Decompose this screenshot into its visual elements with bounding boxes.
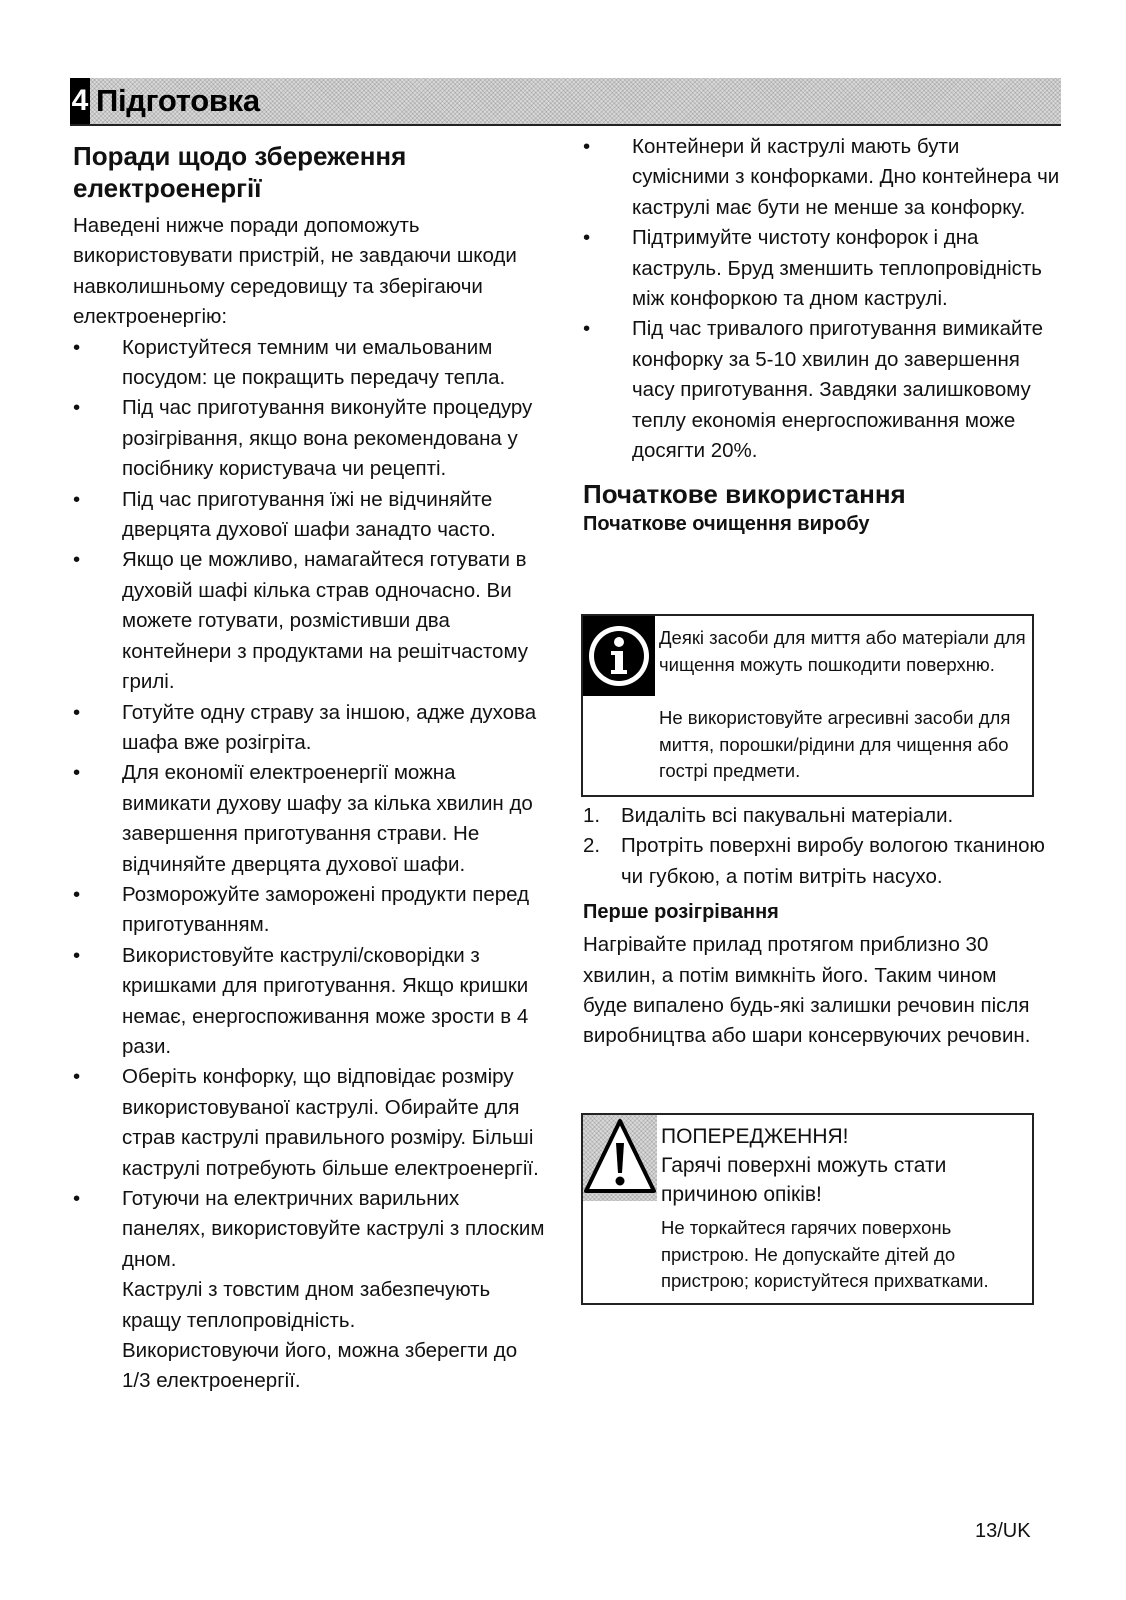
list-item: • Контейнери й каструлі мають бути сумісними з конфорками. Дно контейнера чи каструлі має бути не менше за конфорку.: [583, 132, 1061, 223]
first-heating-heading: Перше розігрівання: [583, 901, 779, 924]
cleaning-steps-section: [583, 801, 1053, 1052]
warning-title: ПОПЕРЕДЖЕННЯ!: [661, 1125, 849, 1148]
bullet-icon: •: [73, 396, 81, 420]
bullet-icon: •: [73, 943, 81, 967]
list-item: • Під час приготування виконуйте процедуру розігрівання, якщо вона рекомендована у посібнику користувача чи рецепті.: [73, 393, 548, 484]
bullet-icon: •: [583, 135, 591, 158]
list-item: • Розморожуйте заморожені продукти перед приготуванням.: [73, 880, 548, 941]
list-item: • Оберіть конфорку, що відповідає розміру використовуваної каструлі. Обирайте для страв каструлі правильного розміру. Більші каструлі потребують більше електроенергії.: [73, 1062, 548, 1184]
list-item: • Під час приготування їжі не відчиняйте дверцята духової шафи занадто часто.: [73, 485, 548, 546]
list-item: 2. Протріть поверхні виробу вологою тканиною чи губкою, а потім витріть насухо.: [583, 834, 1045, 888]
energy-tips-list: [73, 333, 548, 1397]
first-heating-text: Нагрівайте прилад протягом приблизно 30 хвилин, а потім вимкніть його. Таким чином буде випалено будь-які залишки речовин після виробництва або шари консервуючих речовин.: [583, 933, 1031, 1048]
warning-note: [581, 1113, 1034, 1305]
list-item: • Для економії електроенергії можна вимикати духову шафу за кілька хвилин до завершення приготування страви. Не відчиняйте дверцята духової шафи.: [73, 758, 548, 880]
warning-main-text: Гарячі поверхні можуть стати причиною опіків!: [661, 1154, 947, 1206]
chapter-number: 4: [70, 78, 90, 124]
energy-saving-intro: Наведені нижче поради допоможуть використовувати пристрій, не завдаючи шкоди навколишньому середовищу та зберігаючи електроенергію:: [73, 214, 517, 329]
info-icon: [583, 616, 655, 696]
energy-saving-heading: Поради щодо збереження електроенергії: [73, 141, 407, 203]
info-note: [581, 614, 1034, 797]
list-item: • Якщо це можливо, намагайтеся готувати в духовій шафі кілька страв одночасно. Ви можете готувати, розмістивши два контейнери з продуктами на решітчастому грилі.: [73, 545, 548, 697]
list-item-extra: Каструлі з товстим дном забезпечують кращу теплопровідність.: [122, 1278, 491, 1332]
cookware-tips-list: [583, 132, 1061, 466]
chapter-title: Підготовка: [96, 83, 260, 118]
list-item-extra: Використовуючи його, можна зберегти до 1/3 електроенергії.: [122, 1339, 518, 1393]
info-text-secondary: Не використовуйте агресивні засоби для миття, порошки/рідини для чищення або гострі предмети.: [659, 707, 1011, 781]
chapter-header: [70, 78, 1061, 126]
warning-detail-text: Не торкайтеся гарячих поверхонь пристрою. Не допускайте дітей до пристрою; користуйтеся прихватками.: [661, 1217, 989, 1291]
info-text-primary: Деякі засоби для миття або матеріали для чищення можуть пошкодити поверхню.: [659, 627, 1026, 675]
list-item: • Готуйте одну страву за іншою, адже духова шафа вже розігріта.: [73, 698, 548, 759]
list-item: • Користуйтеся темним чи емальованим посудом: це покращить передачу тепла.: [73, 333, 548, 394]
initial-use-heading: Початкове використання: [583, 479, 906, 510]
list-item: • Підтримуйте чистоту конфорок і дна каструль. Бруд зменшить теплопровідність між конфоркою та дном каструлі.: [583, 223, 1061, 314]
list-item: • Готуючи на електричних варильних панелях, використовуйте каструлі з плоским дном. Каструлі з товстим дном забезпечують кращу теплопровідність. Використовуючи його, можна зберегти до 1/3 електроенергії.: [73, 1184, 548, 1397]
list-item: • Використовуйте каструлі/сковорідки з кришками для приготування. Якщо кришки немає, енергоспоживання може зрости в 4 рази.: [73, 941, 548, 1063]
warning-icon: [583, 1115, 657, 1201]
bullet-icon: •: [73, 487, 81, 511]
left-column: [73, 140, 548, 1397]
right-column: [583, 132, 1061, 538]
list-item: • Під час тривалого приготування вимикайте конфорку за 5-10 хвилин до завершення часу приготування. Завдяки залишковому теплу економія енергоспоживання може досягти 20%.: [583, 314, 1061, 466]
list-item: 1. Видаліть всі пакувальні матеріали.: [583, 804, 954, 827]
bullet-icon: •: [73, 548, 81, 572]
bullet-icon: •: [73, 700, 81, 724]
initial-cleaning-heading: Початкове очищення виробу: [583, 513, 870, 536]
bullet-icon: •: [583, 317, 591, 341]
bullet-icon: •: [73, 882, 81, 906]
bullet-icon: •: [73, 335, 81, 359]
bullet-icon: •: [73, 1187, 81, 1210]
bullet-icon: •: [73, 761, 81, 785]
cleaning-steps-list: [583, 801, 1053, 892]
bullet-icon: •: [583, 226, 591, 250]
bullet-icon: •: [73, 1065, 81, 1089]
page-number: 13/UK: [975, 1520, 1031, 1542]
